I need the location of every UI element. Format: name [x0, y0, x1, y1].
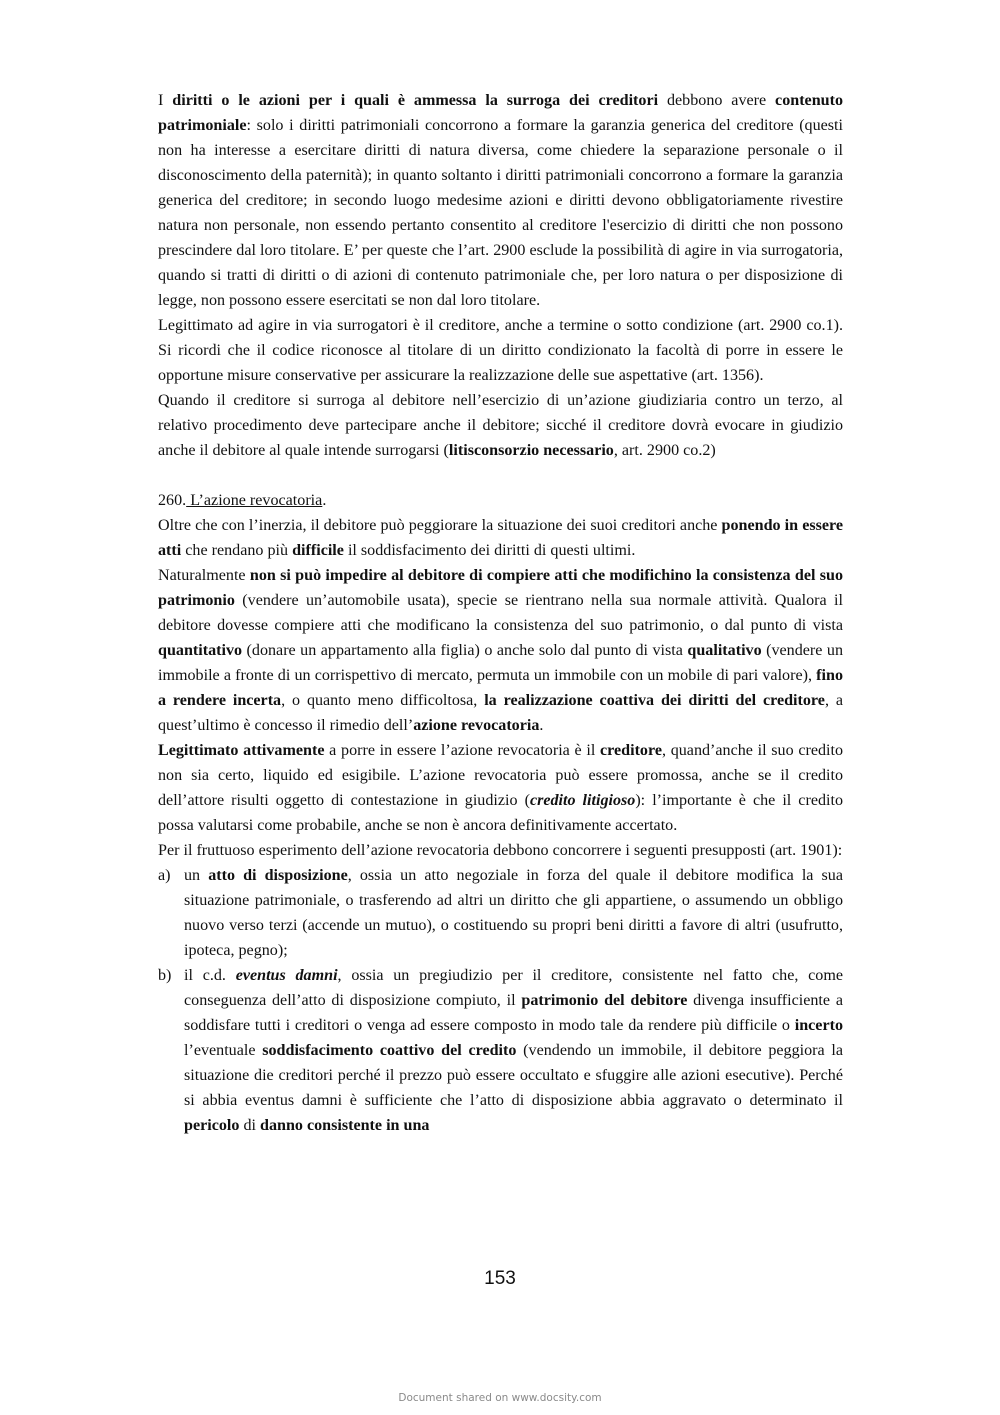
- bold-italic-term: credito litigioso: [529, 792, 636, 809]
- list-marker: b): [158, 967, 172, 984]
- bold-term: contenuto patrimoniale: [158, 92, 843, 134]
- bold-term: fino a rendere incerta: [158, 667, 843, 709]
- bold-term: Legittimato attivamente: [158, 742, 325, 759]
- blank-line: [158, 463, 843, 488]
- bold-term: atto di disposizione: [208, 867, 348, 884]
- bold-term: pericolo: [184, 1117, 240, 1134]
- paragraph-legittimato-attivamente: Legittimato attivamente a porre in essere l’azione revocatoria è il creditore, quand’anche il suo credito non sia certo, liquido ed esigibile. L’azione revocatoria può essere promossa, anche se il credito dell’attore risulti oggetto di contestazione in giudizio (credito litigioso): l’importante è che il credito possa valutarsi come probabile, anche se non è ancora definitivamente accertato.: [158, 742, 844, 834]
- bold-term: litisconsorzio necessario: [448, 442, 614, 459]
- section-heading: 260. L’azione revocatoria.: [158, 492, 327, 509]
- paragraph-litisconsorzio: Quando il creditore si surroga al debitore nell’esercizio di un’azione giudiziaria contro un terzo, al relativo procedimento deve partecipare anche il debitore; sicché il creditore dovrà evocare in giudizio anche il debitore al quale intende surrogarsi (litisconsorzio necessario, art. 2900 co.2): [158, 392, 843, 459]
- bold-term: diritti o le azioni per i quali è ammessa la surroga dei creditori: [172, 92, 659, 109]
- body-text: [158, 88, 843, 1138]
- bold-italic-term: eventus damni: [235, 967, 338, 984]
- bold-term: qualitativo: [687, 642, 762, 659]
- bold-term: azione revocatoria: [413, 717, 540, 734]
- bold-term: difficile: [292, 542, 344, 559]
- paragraph-legittimato-surrogatoria: Legittimato ad agire in via surrogatori è il creditore, anche a termine o sotto condizione (art. 2900 co.1). Si ricordi che il codice riconosce al titolare di un diritto condizionato la facoltà di porre in essere le opportune misure conservative per assicurare la realizzazione delle sue aspettative (art. 1356).: [158, 317, 843, 384]
- bold-term: quantitativo: [158, 642, 243, 659]
- bold-term: patrimonio del debitore: [521, 992, 688, 1009]
- bold-term: la realizzazione coattiva dei diritti del creditore: [484, 692, 825, 709]
- bold-term: ponendo in essere atti: [158, 517, 843, 559]
- list-marker: a): [158, 867, 171, 884]
- paragraph-inerzia: Oltre che con l’inerzia, il debitore può peggiorare la situazione dei suoi creditori anche ponendo in essere atti che rendano più difficile il soddisfacimento dei diritti di questi ultimi.: [158, 517, 843, 559]
- footer-attribution: Document shared on www.docsity.com: [398, 1392, 602, 1404]
- paragraph-presupposti: Per il fruttuoso esperimento dell’azione revocatoria debbono concorrere i seguenti presupposti (art. 1901):: [158, 842, 843, 859]
- bold-term: non si può impedire al debitore di compiere atti che modifichino la consistenza del suo patrimonio: [158, 567, 843, 609]
- paragraph-consistenza-patrimonio: Naturalmente non si può impedire al debitore di compiere atti che modifichino la consistenza del suo patrimonio (vendere un’automobile usata), specie se rientrano nella sua normale attività. Qualora il debitore dovesse compiere atti che modificano la consistenza del suo patrimonio, o dal punto di vista quantitativo (donare un appartamento alla figlia) o anche solo dal punto di vista qualitativo (vendere un immobile a fronte di un corrispettivo di mercato, permuta un immobile con un mobile di pari valore), fino a rendere incerta, o quanto meno difficoltosa, la realizzazione coattiva dei diritti del creditore, a quest’ultimo è concesso il rimedio dell’azione revocatoria.: [158, 567, 843, 734]
- paragraph-surroga-diritti: I diritti o le azioni per i quali è ammessa la surroga dei creditori debbono avere contenuto patrimoniale: solo i diritti patrimoniali concorrono a formare la garanzia generica del creditore (questi non ha interesse a esercitare diritti di natura diversa, come chiedere la separazione personale o il disconoscimento della paternità); in quanto soltanto i diritti patrimoniali concorrono a formare la garanzia generica del creditore; in secondo luogo medesime azioni e diritti devono obbligatoriamente rivestire natura non personale, non essendo pertanto consentito al creditore l'esercizio di diritti che non possono prescindere dal loro titolare. E’ per queste che l’art. 2900 esclude la possibilità di agire in via surrogatoria, quando si tratti di diritti o di azioni di contenuto patrimoniale che, per loro natura o per disposizione di legge, non possono essere esercitati se non dal loro titolare.: [158, 92, 843, 309]
- list-item-a: a) un atto di disposizione, ossia un atto negoziale in forza del quale il debitore modifica la sua situazione patrimoniale, o trasferendo ad altri un diritto che gli appartiene, o assumendo un obbligo nuovo verso terzi (accende un mutuo), o costituendo su propri beni diritti a favore di altri (usufrutto, ipoteca, pegno);: [158, 863, 843, 963]
- bold-term: incerto: [794, 1017, 843, 1034]
- list-item-b: b) il c.d. eventus damni, ossia un pregiudizio per il creditore, consistente nel fatto che, come conseguenza dell’atto di disposizione compiuto, il patrimonio del debitore divenga insufficiente a soddisfare tutti i creditori o venga ad essere composto in modo tale da rendere più difficile o incerto l’eventuale soddisfacimento coattivo del credito (vendendo un immobile, il debitore peggiora la situazione die creditori perché il prezzo può essere occultato e sfuggire alle azioni esecutive). Perché si abbia eventus damni è sufficiente che l’atto di disposizione abbia aggravato o determinato il pericolo di danno consistente in una: [158, 963, 843, 1138]
- page-number: 153: [484, 1268, 516, 1289]
- bold-term: soddisfacimento coattivo del credito: [262, 1042, 517, 1059]
- bold-term: creditore: [600, 742, 662, 759]
- section-title: L’azione revocatoria: [186, 492, 323, 509]
- bold-term: danno consistente in una: [260, 1117, 430, 1134]
